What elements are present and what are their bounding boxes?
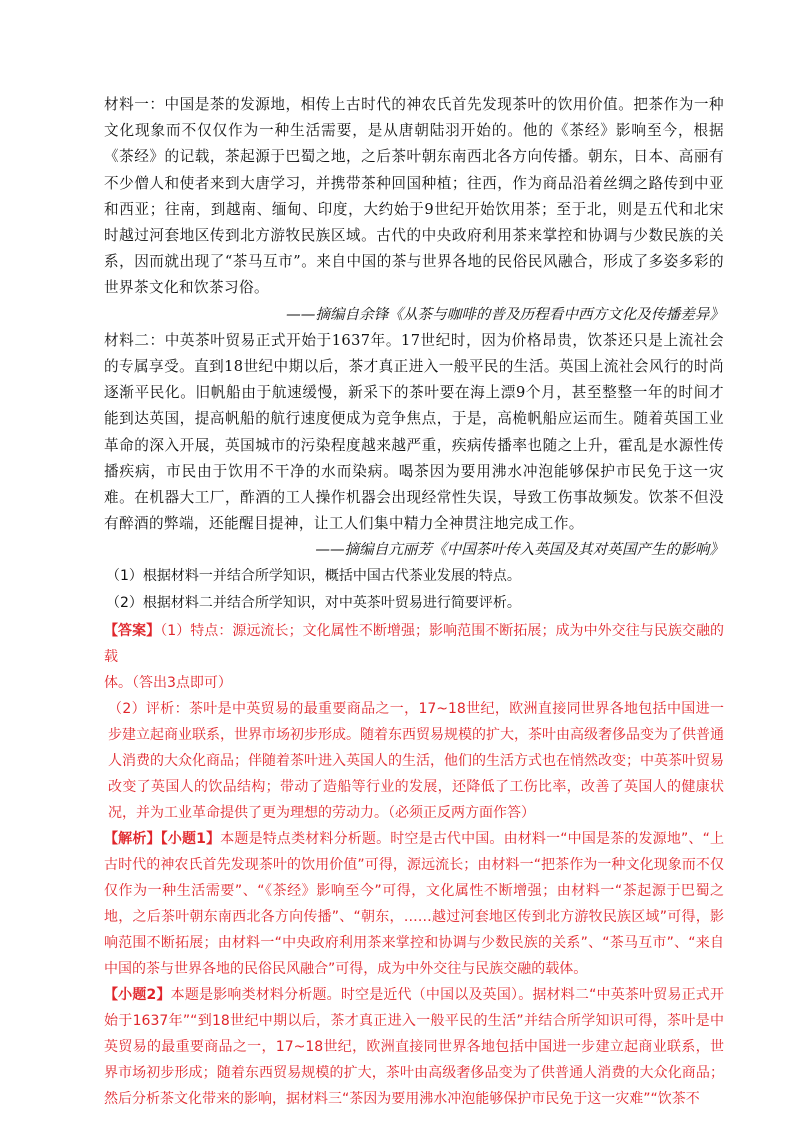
material-2-paragraph: 材料二：中英茶叶贸易正式开始于1637年。17世纪时，因为价格昂贵，饮茶还只是上流社会的专属享受。直到18世纪中期以后，茶才真正进入一般平民的生活。英国上流社会风行的时尚逐渐平民化。旧帆船由于航速缓慢，新采下的茶叶要在海上漂9个月，甚至整整一年的时间才能到达英国，提高帆船的航行速度便成为竞争焦点，于是，高桅帆船应运而生。随着英国工业革命的深入开展，英国城市的污染程度越来越严重，疾病传播率也随之上升，霍乱是水源性传播疾病，市民由于饮用不干净的水而染病。喝茶因为要用沸水冲泡能够保护市民免于这一灾难。在机器大工厂，酢酒的工人操作机器会出现经常性失误，导致工伤事故频发。饮茶不但没有醉酒的弊端，还能醒目提神，让工人们集中精力全神贯注地完成工作。 (104, 331, 724, 533)
answer-part-1-text: （1）特点：源远流长；文化属性不断增强；影响范围不断拓展；成为中外交往与民族交融的载 (104, 622, 725, 665)
analysis-tag: 【解析】 (104, 830, 161, 847)
answer-part-2: （2）评析：茶叶是中英贸易的最重要商品之一，17~18世纪，欧洲直接同世界各地包括中国进一步建立起商业联系，世界市场初步形成。随着东西贸易规模的扩大，茶叶由高级奢侈品变为了供普通人消费的大众化商品；伴随着茶叶进入英国人的生活，他们的生活方式也在悄然改变；中英茶叶贸易改变了英国人的饮品结构；带动了造船等行业的发展，还降低了工伤比率，改善了英国人的健康状况，并为工业革命提供了更为理想的劳动力。（必须正反两方面作答） (108, 700, 724, 821)
analysis-sub-1-text: 本题是特点类材料分析题。时空是古代中国。由材料一“中国是茶的发源地”、“上古时代的神农氏首先发现茶叶的饮用价值”可得，源远流长；由材料一“把茶作为一种文化现象而不仅仅作为一种生活需要”、“《茶经》影响至今”可得，文化属性不断增强；由材料一“茶起源于巴蜀之地，之后茶叶朝东南西北各方向传播”、“朝东，……越过河套地区传到北方游牧民族区域”可得，影响范围不断拓展；由材料一“中央政府利用茶来掌控和协调与少数民族的关系”、“茶马互市”、“来自中国的茶与世界各地的民俗民风融合”可得，成为中外交往与民族交融的载体。 (104, 830, 724, 977)
answer-part-1-cont: 体。（答出3点即可） (104, 674, 232, 691)
analysis-sub-2-tag: 【小题2】 (104, 986, 171, 1003)
analysis-sub-1-tag: 【小题1】 (160, 830, 221, 847)
question-1: （1）根据材料一并结合所学知识，概括中国古代茶业发展的特点。 (106, 567, 521, 584)
analysis-sub-1 (104, 826, 724, 982)
material-1-paragraph: 材料一：中国是茶的发源地，相传上古时代的神农氏首先发现茶叶的饮用价值。把茶作为一种文化现象而不仅仅作为一种生活需要，是从唐朝陆羽开始的。他的《茶经》影响至今，根据《茶经》的记载，茶起源于巴蜀之地，之后茶叶朝东南西北各方向传播。朝东，日本、高丽有不少僧人和使者来到大唐学习，并携带茶种回国种植；往西，作为商品沿着丝绸之路传到中亚和西亚；往南，到越南、缅甸、印度，大约始于9世纪开始饮用茶；至于北，则是五代和北宋时越过河套地区传到北方游牧民族区域。古代的中央政府利用茶来掌控和协调与少数民族的关系，因而就出现了“茶马互市”。来自中国的茶与世界各地的民俗民风融合，形成了多姿多彩的世界茶文化和饮茶习俗。 (104, 96, 724, 297)
answer-tag: 【答案】 (104, 622, 161, 639)
answer-part-1 (104, 618, 724, 670)
analysis-sub-2 (104, 982, 724, 1112)
material-2-source: ——摘编自亢丽芳《中国茶叶传入英国及其对英国产生的影响》 (315, 541, 724, 559)
material-1-source: ——摘编自余锋《从茶与咖啡的普及历程看中西方文化及传播差异》 (286, 305, 724, 323)
analysis-sub-2-text: 本题是影响类材料分析题。时空是近代（中国以及英国）。据材料二“中英茶叶贸易正式开始于1637年”“到18世纪中期以后，茶才真正进入一般平民的生活”并结合所学知识可得，茶叶是中英贸易的最重要商品之一，17~18世纪，欧洲直接同世界各地包括中国进一步建立起商业联系，世界市场初步形成；随着东西贸易规模的扩大，茶叶由高级奢侈品变为了供普通人消费的大众化商品；然后分析茶文化带来的影响，据材料三“茶因为要用沸水冲泡能够保护市民免于这一灾难”“饮茶不 (104, 986, 724, 1107)
question-2: （2）根据材料二并结合所学知识，对中英茶叶贸易进行简要评析。 (106, 594, 521, 611)
document-page (104, 92, 724, 1112)
